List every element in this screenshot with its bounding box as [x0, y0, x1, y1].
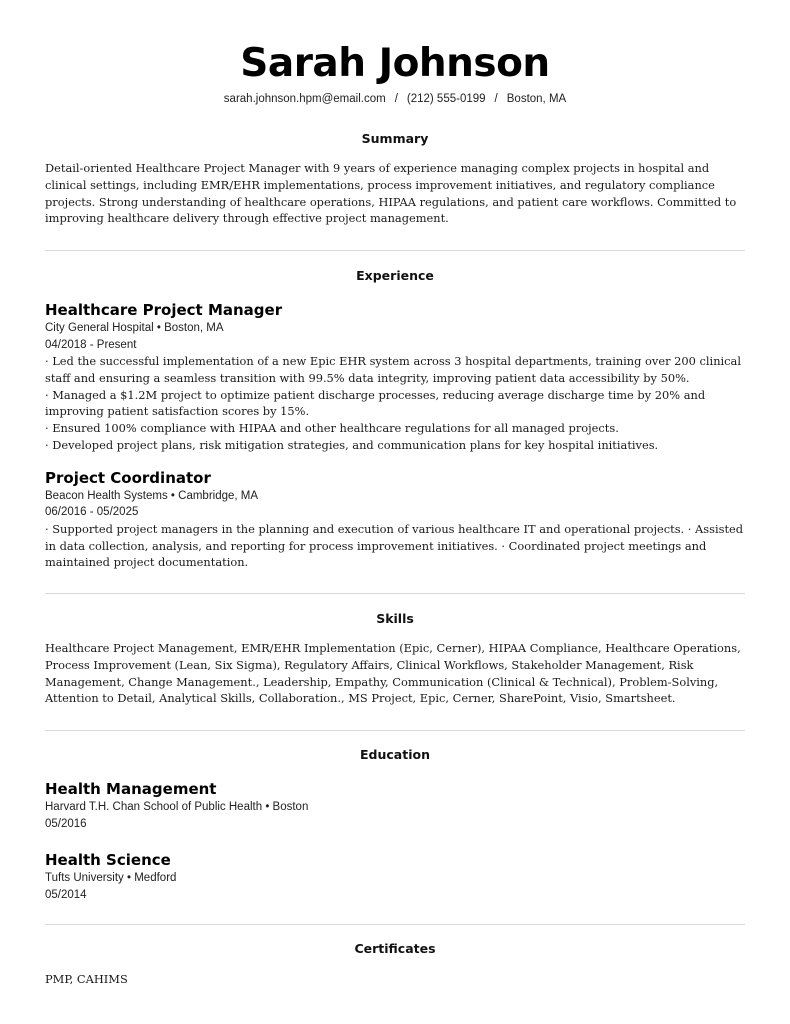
job-entry	[45, 300, 745, 454]
contact-separator: /	[494, 93, 498, 105]
job-title: Healthcare Project Manager	[45, 301, 283, 319]
skills-text: Healthcare Project Management, EMR/EHR Implementation (Epic, Cerner), HIPAA Compliance, Healthcare Operations, Process Improvement (Lean, Six Sigma), Regulatory Affairs, Clinical Workflows, Stakeholder Management, Risk Management, Change Management., Leadership, Empathy, Communication (Clinical & Technical), Problem-Solving, Attention to Detail, Analytical Skills, Collaboration., MS Project, Epic, Cerner, SharePoint, Visio, Smartsheet.	[45, 641, 741, 706]
job-dates: 06/2016 - 05/2025	[45, 506, 139, 519]
education-entry	[45, 779, 745, 832]
school-name: Tufts University • Medford	[45, 872, 177, 884]
candidate-name: Sarah Johnson	[240, 41, 550, 86]
job-dates: 04/2018 - Present	[45, 338, 137, 351]
job-bullet: · Led the successful implementation of a new Epic EHR system across 3 hospital departments, training over 200 clinical staff and ensuring a seamless transition with 99.5% data integrity, improving patient data accessibility by 50%.	[45, 354, 741, 385]
job-bullet: · Managed a $1.2M project to optimize patient discharge processes, reducing average discharge time by 20% and improving patient satisfaction scores by 15%.	[45, 387, 706, 419]
graduation-date: 05/2014	[45, 888, 87, 901]
certificates-section	[45, 941, 745, 988]
summary-text: Detail-oriented Healthcare Project Manager with 9 years of experience managing complex projects in hospital and clinical settings, including EMR/EHR implementations, process improvement initiatives, and regulatory compliance projects. Strong understanding of healthcare operations, HIPAA regulations, and patient care workflows. Committed to improving healthcare delivery through effective project management.	[45, 161, 737, 226]
job-description: · Supported project managers in the planning and execution of various healthcare IT and operational projects. · Assisted in data collection, analysis, and reporting for process improvement initiatives. · Coordinated project meetings and maintained project documentation.	[45, 521, 744, 570]
contact-line	[45, 93, 745, 105]
degree-title: Health Science	[45, 851, 171, 869]
experience-heading: Experience	[356, 268, 434, 283]
section-divider	[45, 924, 745, 925]
education-entry	[45, 850, 745, 903]
education-section	[45, 747, 745, 903]
school-name: Harvard T.H. Chan School of Public Health • Boston	[45, 801, 309, 813]
experience-section	[45, 268, 745, 571]
job-company: City General Hospital • Boston, MA	[45, 322, 224, 334]
degree-title: Health Management	[45, 780, 217, 798]
summary-section	[45, 131, 745, 227]
graduation-date: 05/2016	[45, 817, 87, 830]
certificates-text: PMP, CAHIMS	[45, 972, 128, 986]
education-heading: Education	[360, 747, 430, 762]
email-text: sarah.johnson.hpm@email.com	[223, 93, 386, 105]
contact-separator: /	[394, 93, 398, 105]
summary-heading: Summary	[361, 131, 429, 146]
location-text: Boston, MA	[506, 93, 567, 105]
section-divider	[45, 250, 745, 251]
skills-heading: Skills	[376, 611, 414, 626]
phone-text: (212) 555-0199	[406, 93, 486, 105]
job-company: Beacon Health Systems • Cambridge, MA	[45, 489, 259, 502]
section-divider	[45, 730, 745, 731]
job-entry	[45, 468, 745, 571]
skills-section	[45, 611, 745, 707]
section-divider	[45, 593, 745, 594]
job-bullet: · Ensured 100% compliance with HIPAA and other healthcare regulations for all managed projects.	[45, 421, 619, 436]
certificates-heading: Certificates	[354, 941, 436, 956]
job-title: Project Coordinator	[45, 468, 211, 487]
job-bullet: · Developed project plans, risk mitigation strategies, and communication plans for key hospital initiatives.	[45, 437, 659, 452]
